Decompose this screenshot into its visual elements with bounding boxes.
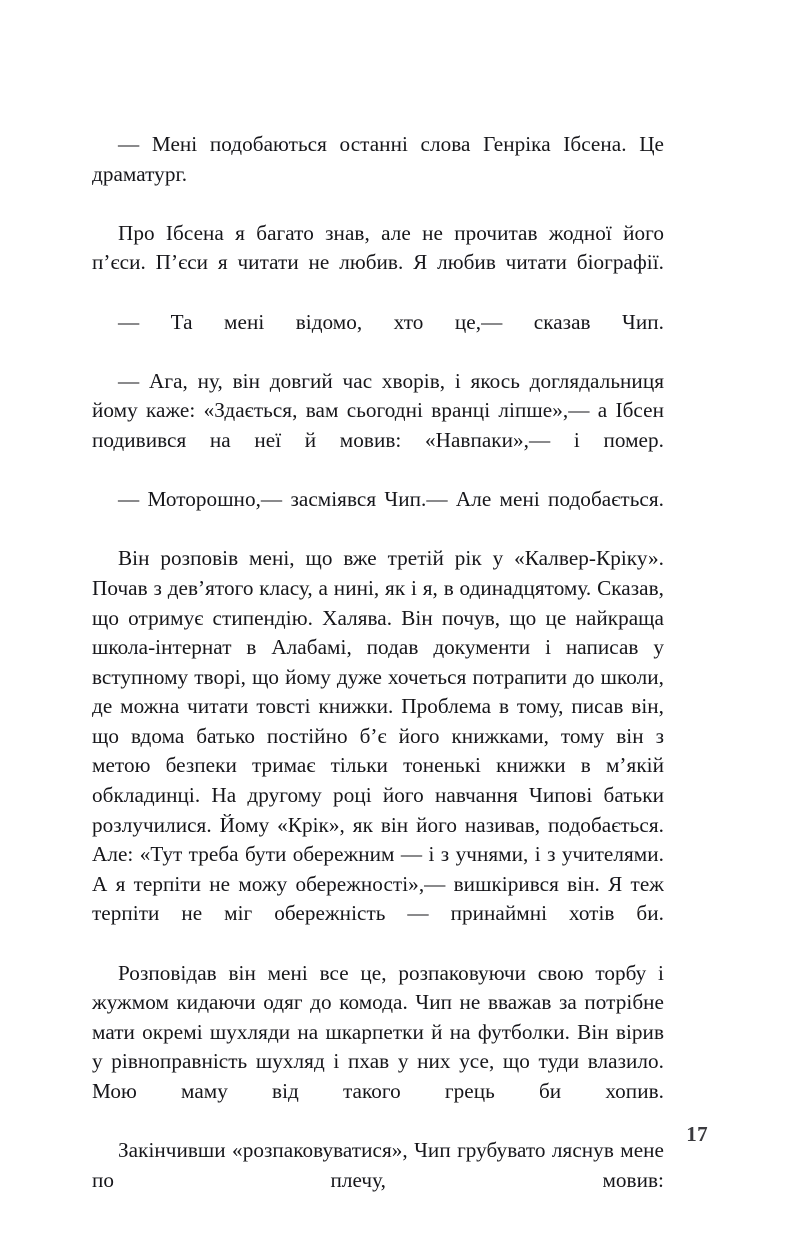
paragraph: Про Ібсена я багато знав, але не прочитав жодної його п’єси. П’єси я читати не любив. Я любив читати біографії. — [92, 220, 664, 275]
paragraph: — Моторошно,— засміявся Чип.— Але мені подобається. — [118, 487, 664, 512]
paragraph: — Та мені відомо, хто це,— сказав Чип. — [118, 309, 664, 334]
paragraph: Розповідав він мені все це, розпаковуючи свою торбу і жужмом кидаючи одяг до комода. Чип не вважав за потрібне мати окремі шухляди на шкарпетки й на футболки. Він вірив у рівноправність шухляд і пхав у них усе, що туди влазило. Мою маму від такого грець би хопив. — [92, 960, 664, 1103]
page-number: 17 — [686, 1122, 708, 1146]
paragraph: — Ага, ну, він довгий час хворів, і якось доглядальниця йому каже: «Здається, вам сьогодні вранці ліпше»,— а Ібсен подивився на неї й мовив: «Навпаки»,— і помер. — [92, 368, 664, 452]
page-text-block — [92, 130, 664, 1225]
paragraph: — Мені подобаються останні слова Генріка Ібсена. Це драматург. — [92, 132, 664, 186]
paragraph: Він розповів мені, що вже третій рік у «Калвер-Кріку». Почав з дев’ятого класу, а нині, як і я, в одинадцятому. Сказав, що отримує стипендію. Халява. Він почув, що це найкраща школа-інтернат в Алабамі, подав документи і написав у вступному творі, що йому дуже хочеться потрапити до школи, де можна читати товсті книжки. Проблема в тому, писав він, що вдома батько постійно б’є його книжками, тому він з метою безпеки тримає тільки тоненькі книжки в м’якій обкладинці. На другому році його навчання Чипові батьки розлучилися. Йому «Крік», як він його називав, подобається. Але: «Тут треба бути обережним — і з учнями, і з учителями. А я терпіти не можу обережності»,— вишкірився він. Я теж терпіти не міг обережність — принаймні хотів би. — [92, 546, 664, 926]
paragraph: Закінчивши «розпаковуватися», Чип грубувато ляснув мене по плечу, мовив: — [92, 1138, 664, 1192]
